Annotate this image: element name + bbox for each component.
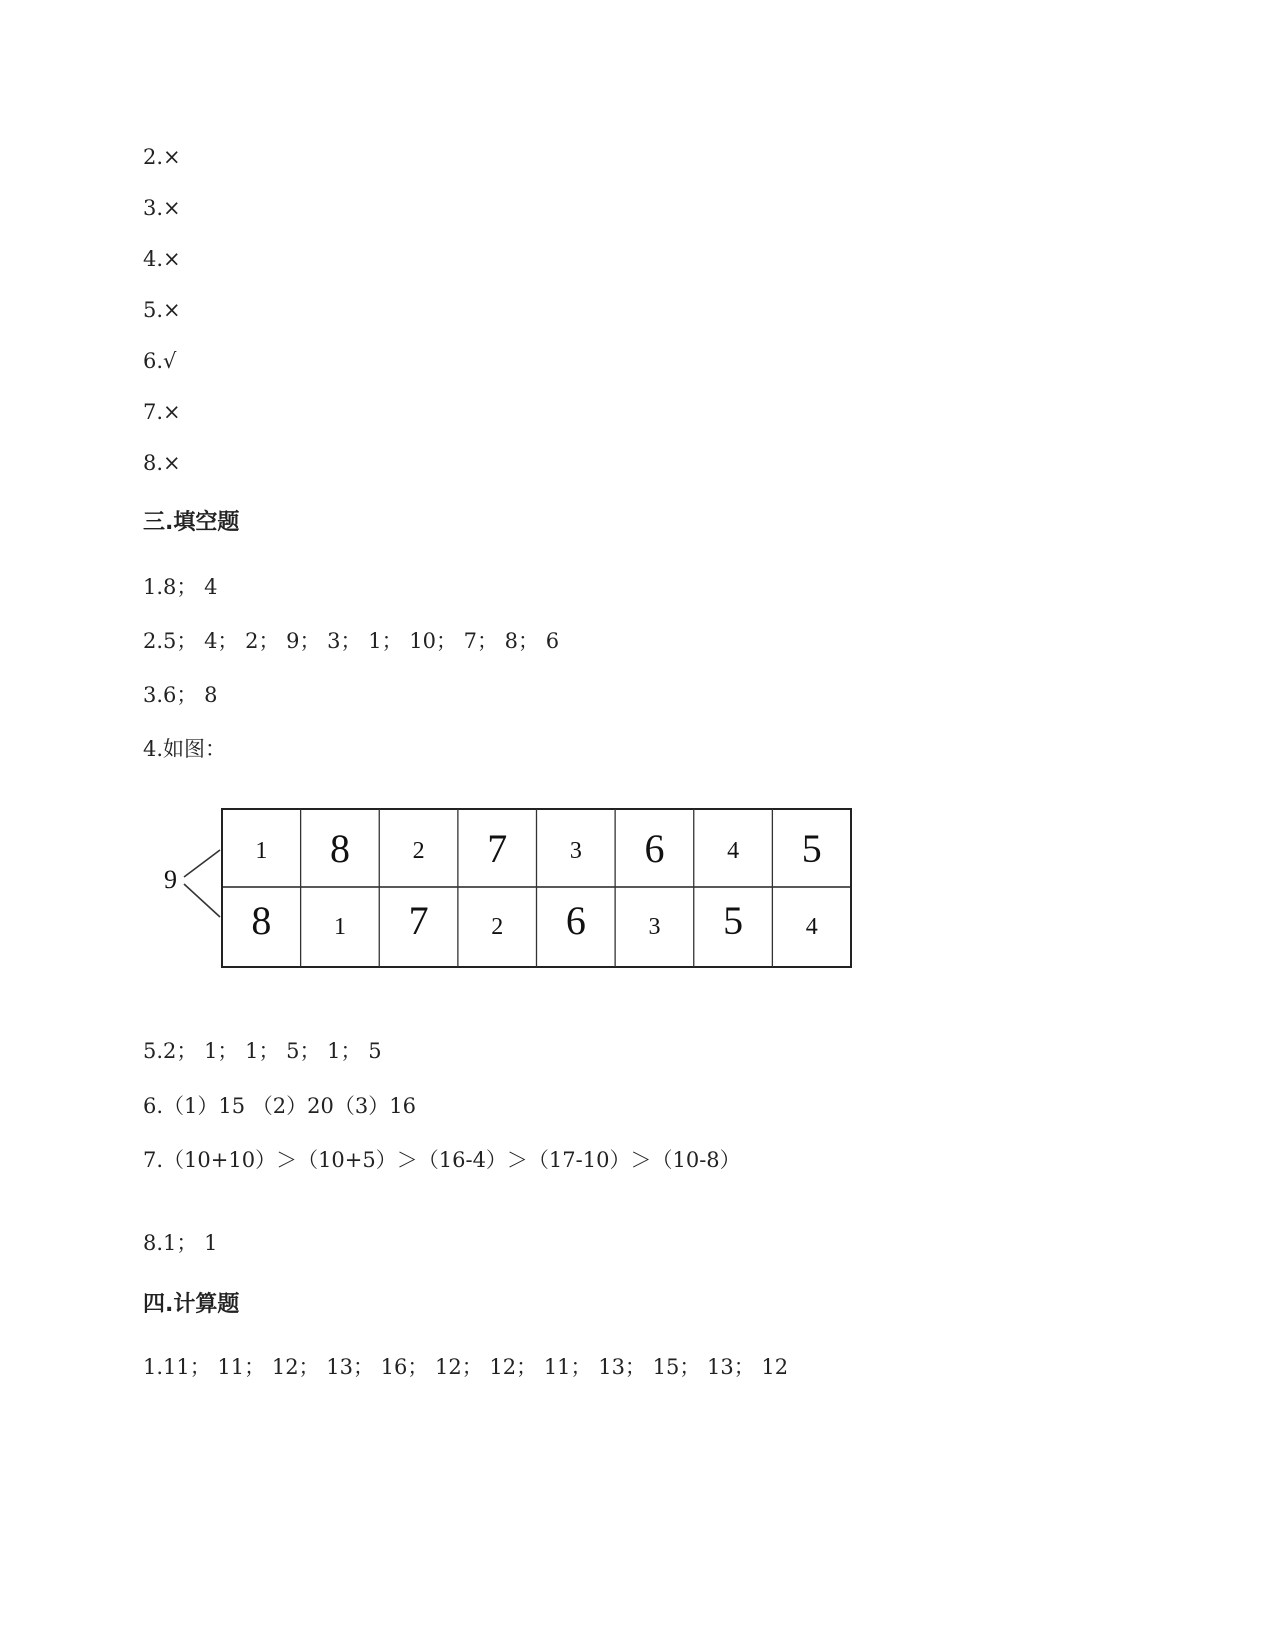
grid-cell-number: 5 [801, 826, 822, 871]
grid-cell-number: 4 [727, 838, 740, 864]
grid-cell-number: 8 [251, 898, 272, 943]
grid-cell-number: 2 [491, 914, 504, 940]
answer-line: 1.8； 4 [143, 575, 218, 599]
grid-cell-number: 7 [487, 826, 508, 871]
answer-line: 1.11； 11； 12； 13； 16； 12； 12； 11； 13； 15； 13； 12 [143, 1355, 789, 1379]
answer-line: 2.× [143, 145, 181, 169]
answer-line: 7.（10+10）＞（10+5）＞（16-4）＞（17-10）＞（10-8） [143, 1148, 741, 1172]
answer-line: 5.2； 1； 1； 5； 1； 5 [143, 1039, 382, 1063]
answer-line: 3.× [143, 196, 181, 220]
branch-line-bottom [184, 884, 220, 917]
grid-cell-number: 5 [723, 898, 744, 943]
section-title-fill-blank: 三.填空题 [143, 510, 240, 535]
number-split-figure [150, 800, 860, 975]
answer-line: 2.5； 4； 2； 9； 3； 1； 10； 7； 8； 6 [143, 629, 560, 653]
grid-cell-number: 8 [329, 826, 350, 871]
grid-cell-number: 4 [805, 914, 818, 940]
figure-whole-number: 9 [164, 865, 177, 894]
grid-cell-number: 1 [255, 838, 268, 864]
grid-cell-number: 6 [644, 826, 665, 871]
answer-line: 4.× [143, 247, 181, 271]
grid-cell-number: 6 [565, 898, 586, 943]
grid-cell-number: 1 [333, 914, 346, 940]
grid-column-dividers [301, 809, 773, 967]
branch-line-top [184, 850, 220, 877]
answer-line: 7.× [143, 400, 181, 424]
answer-line: 6.（1）15 （2）20（3）16 [143, 1094, 416, 1118]
answer-line: 8.× [143, 451, 181, 475]
section-title-calculation: 四.计算题 [143, 1292, 240, 1317]
grid-cell-number: 2 [412, 838, 425, 864]
answer-line: 3.6； 8 [143, 683, 218, 707]
answer-line: 4.如图： [143, 737, 227, 761]
answer-line: 5.× [143, 298, 181, 322]
answer-line: 6.√ [143, 349, 177, 373]
grid-cell-number: 7 [408, 898, 429, 943]
grid-cell-number: 3 [648, 914, 661, 940]
answer-line: 8.1； 1 [143, 1231, 218, 1255]
grid-cell-number: 3 [569, 838, 582, 864]
